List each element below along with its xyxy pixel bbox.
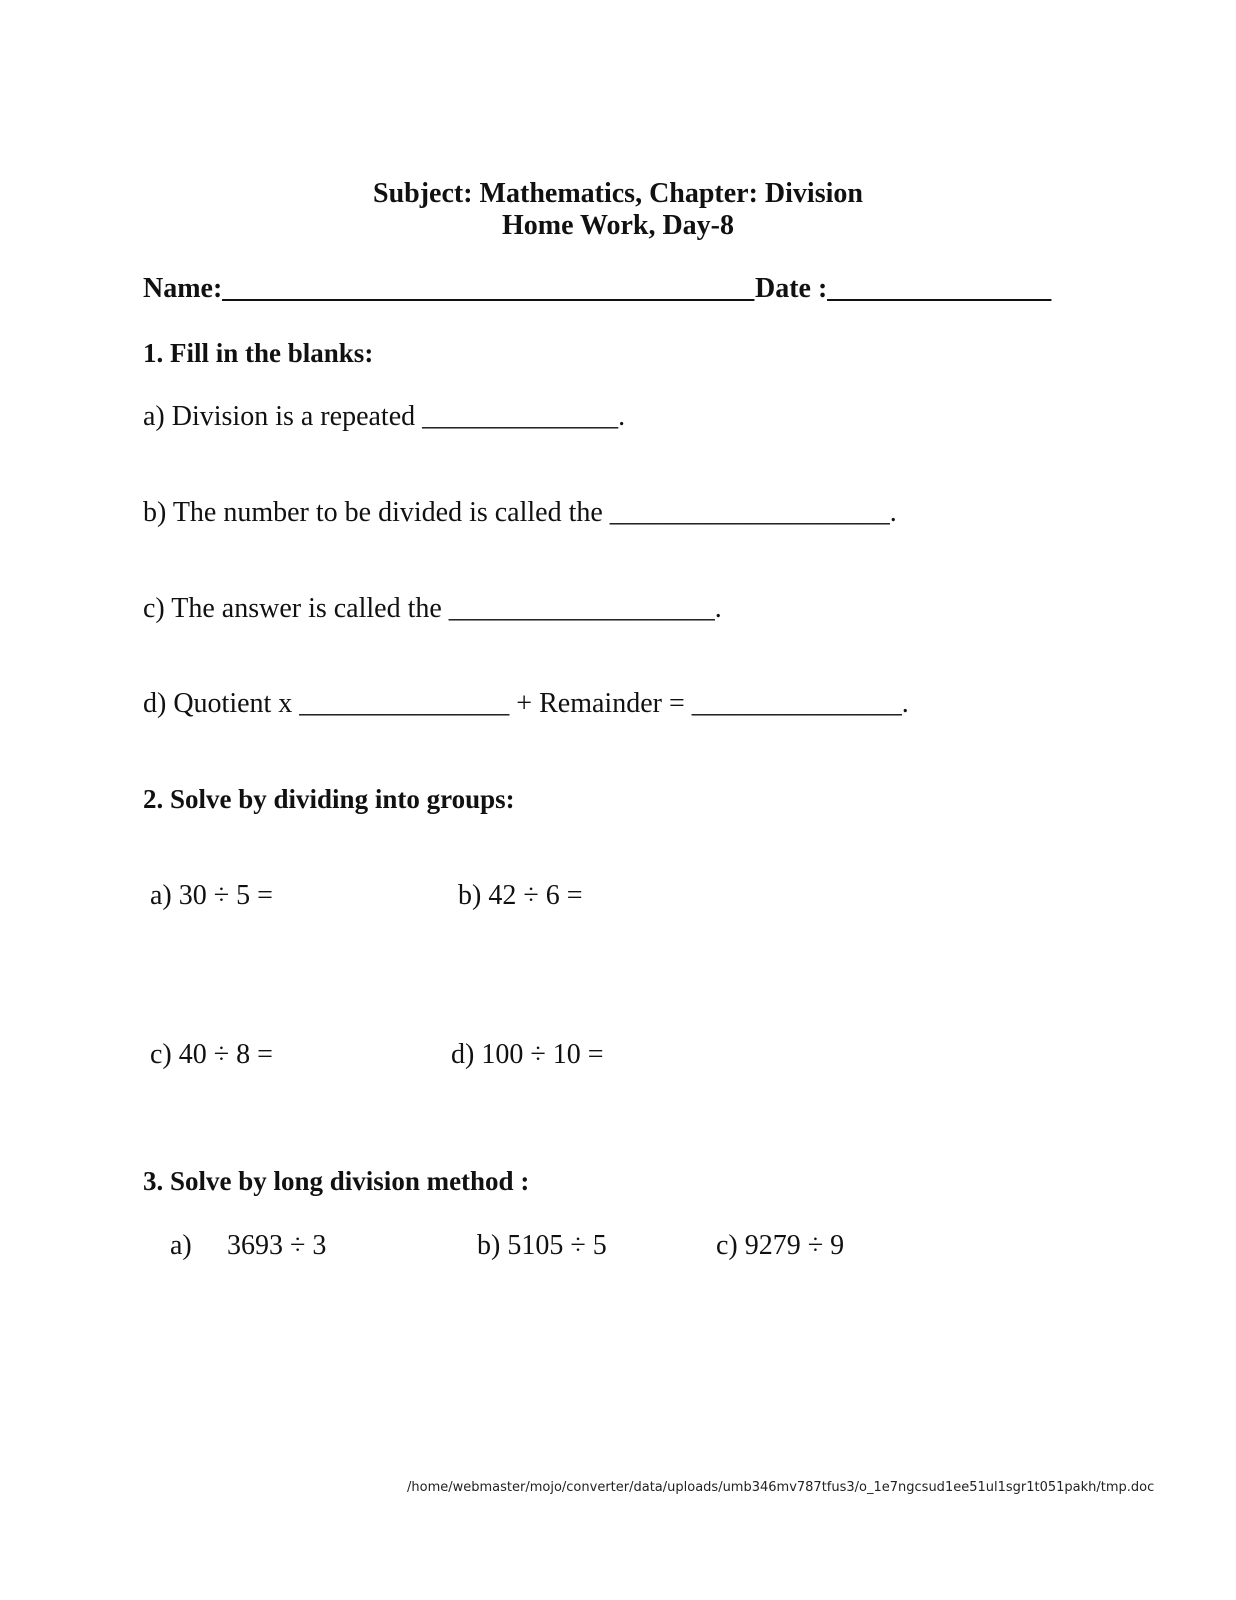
- fill-blank-d: d) Quotient x _______________ + Remainder = _______________.: [143, 688, 909, 719]
- footer-file-path: /home/webmaster/mojo/converter/data/uploads/umb346mv787tfus3/o_1e7ngcsud1ee51ul1sgr1t051pakh/tmp.doc: [407, 1480, 1155, 1495]
- long-division-problem-c: c) 9279 ÷ 9: [716, 1230, 845, 1261]
- long-division-problem-b: b) 5105 ÷ 5: [477, 1230, 607, 1261]
- section-1-heading: 1. Fill in the blanks:: [143, 338, 374, 368]
- date-label: Date :: [755, 273, 828, 304]
- group-problem-c: c) 40 ÷ 8 =: [150, 1039, 273, 1070]
- date-field: [755, 273, 1051, 305]
- title-line-2: Home Work, Day-8: [501, 210, 735, 241]
- fill-blank-b: b) The number to be divided is called the ____________________.: [143, 497, 897, 528]
- fill-blank-a: a) Division is a repeated ______________.: [143, 401, 626, 432]
- long-division-label-a: a): [170, 1230, 192, 1261]
- name-blank: ______________________________________: [222, 273, 755, 304]
- group-problem-d: d) 100 ÷ 10 =: [451, 1039, 604, 1070]
- section-2-heading: 2. Solve by dividing into groups:: [143, 784, 515, 814]
- section-3-heading: 3. Solve by long division method :: [143, 1166, 530, 1196]
- group-problem-b: b) 42 ÷ 6 =: [458, 880, 583, 911]
- name-label: Name:: [143, 273, 223, 304]
- fill-blank-c: c) The answer is called the ___________________.: [143, 593, 722, 624]
- long-division-problem-a: 3693 ÷ 3: [227, 1230, 327, 1261]
- title-line-1: Subject: Mathematics, Chapter: Division: [373, 178, 863, 209]
- date-blank: ________________: [827, 273, 1052, 304]
- group-problem-a: a) 30 ÷ 5 =: [150, 880, 273, 911]
- name-field: [143, 273, 754, 305]
